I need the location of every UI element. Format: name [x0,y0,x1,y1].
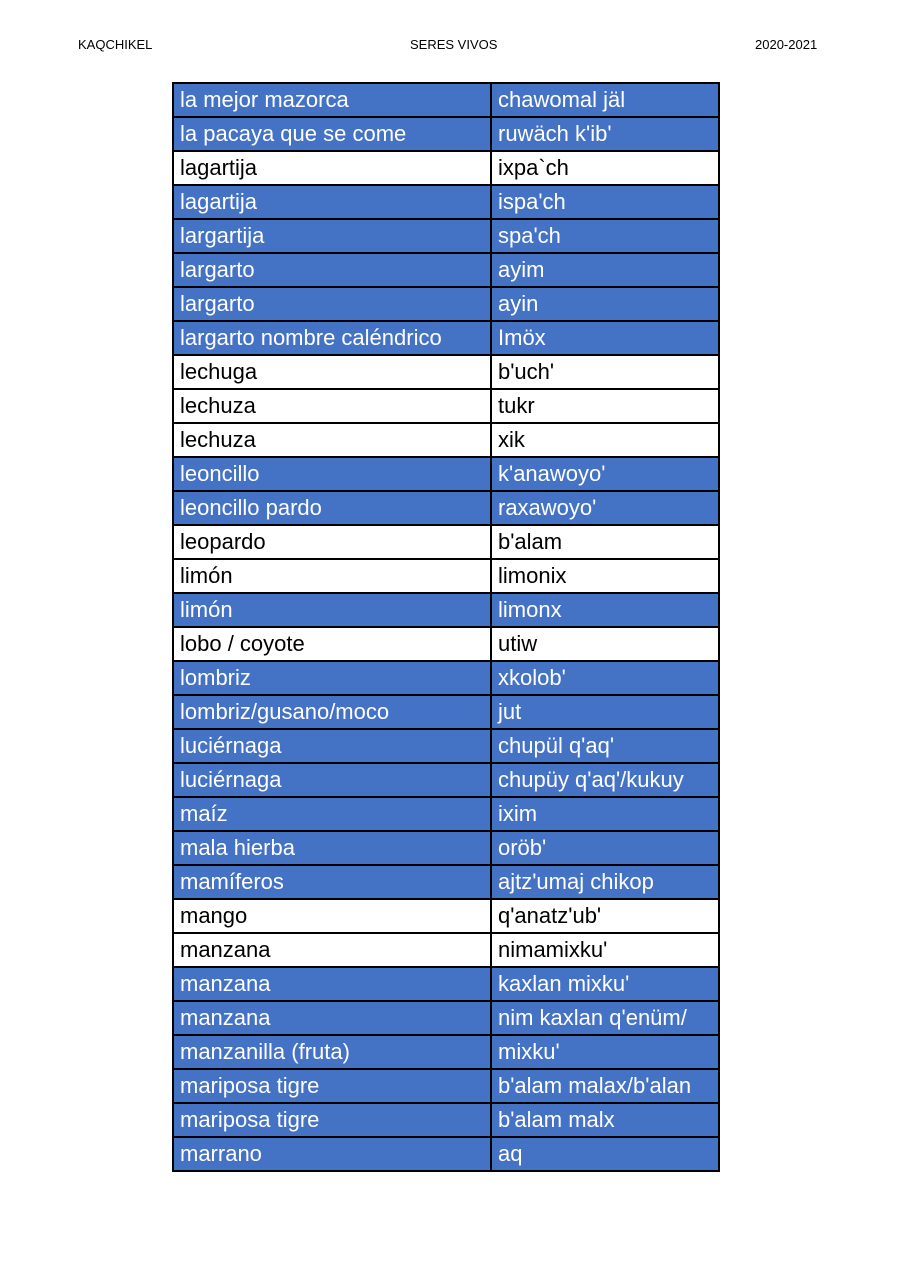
spanish-term-cell: limón [173,593,491,627]
spanish-term-cell: manzana [173,1001,491,1035]
kaqchikel-term-cell: ixpa`ch [491,151,719,185]
kaqchikel-term-cell: jut [491,695,719,729]
spanish-term-cell: largartija [173,219,491,253]
table-row [173,117,719,151]
table-row [173,661,719,695]
kaqchikel-term-cell: limonix [491,559,719,593]
kaqchikel-term-cell: spa'ch [491,219,719,253]
kaqchikel-term-cell: ayin [491,287,719,321]
table-row [173,253,719,287]
spanish-term-cell: lechuza [173,423,491,457]
spanish-term-cell: manzana [173,933,491,967]
header-year: 2020-2021 [755,37,818,52]
spanish-term-cell: leopardo [173,525,491,559]
spanish-term-cell: la pacaya que se come [173,117,491,151]
spanish-term-cell: luciérnaga [173,729,491,763]
spanish-term-cell: largarto [173,287,491,321]
table-row [173,389,719,423]
kaqchikel-term-cell: kaxlan mixku' [491,967,719,1001]
table-row [173,1035,719,1069]
table-row [173,491,719,525]
spanish-term-cell: lombriz [173,661,491,695]
kaqchikel-term-cell: oröb' [491,831,719,865]
spanish-term-cell: largarto nombre caléndrico [173,321,491,355]
spanish-term-cell: lechuza [173,389,491,423]
table-row [173,287,719,321]
table-row [173,967,719,1001]
spanish-term-cell: mariposa tigre [173,1069,491,1103]
kaqchikel-term-cell: ruwäch k'ib' [491,117,719,151]
spanish-term-cell: marrano [173,1137,491,1171]
table-row [173,899,719,933]
table-row [173,865,719,899]
table-row [173,83,719,117]
kaqchikel-term-cell: chupül q'aq' [491,729,719,763]
table-row [173,219,719,253]
spanish-term-cell: lagartija [173,151,491,185]
table-row [173,559,719,593]
header-left: KAQCHIKEL [78,37,153,52]
spanish-term-cell: largarto [173,253,491,287]
table-row [173,797,719,831]
spanish-term-cell: mamíferos [173,865,491,899]
kaqchikel-term-cell: raxawoyo' [491,491,719,525]
table-row [173,593,719,627]
kaqchikel-term-cell: b'alam malx [491,1103,719,1137]
kaqchikel-term-cell: xik [491,423,719,457]
spanish-term-cell: lobo / coyote [173,627,491,661]
spanish-term-cell: limón [173,559,491,593]
vocabulary-table [172,82,720,1172]
table-row [173,321,719,355]
header-title: SERES VIVOS [410,37,498,52]
kaqchikel-term-cell: q'anatz'ub' [491,899,719,933]
spanish-term-cell: mango [173,899,491,933]
table-row [173,525,719,559]
table-row [173,729,719,763]
kaqchikel-term-cell: b'alam [491,525,719,559]
spanish-term-cell: mala hierba [173,831,491,865]
kaqchikel-term-cell: ajtz'umaj chikop [491,865,719,899]
table-row [173,627,719,661]
spanish-term-cell: mariposa tigre [173,1103,491,1137]
kaqchikel-term-cell: chawomal jäl [491,83,719,117]
table-row [173,185,719,219]
kaqchikel-term-cell: ayim [491,253,719,287]
table-row [173,933,719,967]
table-row [173,1069,719,1103]
kaqchikel-term-cell: Imöx [491,321,719,355]
spanish-term-cell: luciérnaga [173,763,491,797]
kaqchikel-term-cell: ispa'ch [491,185,719,219]
spanish-term-cell: maíz [173,797,491,831]
table-row [173,457,719,491]
spanish-term-cell: lechuga [173,355,491,389]
kaqchikel-term-cell: xkolob' [491,661,719,695]
table-row [173,1137,719,1171]
table-row [173,1001,719,1035]
table-row [173,831,719,865]
table-row [173,355,719,389]
table-row [173,423,719,457]
kaqchikel-term-cell: mixku' [491,1035,719,1069]
kaqchikel-term-cell: k'anawoyo' [491,457,719,491]
table-row [173,695,719,729]
table-row [173,151,719,185]
kaqchikel-term-cell: b'uch' [491,355,719,389]
spanish-term-cell: manzanilla (fruta) [173,1035,491,1069]
spanish-term-cell: lagartija [173,185,491,219]
kaqchikel-term-cell: b'alam malax/b'alan [491,1069,719,1103]
table-row [173,763,719,797]
spanish-term-cell: lombriz/gusano/moco [173,695,491,729]
kaqchikel-term-cell: ixim [491,797,719,831]
kaqchikel-term-cell: utiw [491,627,719,661]
kaqchikel-term-cell: aq [491,1137,719,1171]
table-row [173,1103,719,1137]
spanish-term-cell: manzana [173,967,491,1001]
kaqchikel-term-cell: tukr [491,389,719,423]
kaqchikel-term-cell: nim kaxlan q'enüm/ [491,1001,719,1035]
kaqchikel-term-cell: nimamixku' [491,933,719,967]
kaqchikel-term-cell: chupüy q'aq'/kukuy [491,763,719,797]
spanish-term-cell: leoncillo pardo [173,491,491,525]
kaqchikel-term-cell: limonx [491,593,719,627]
spanish-term-cell: leoncillo [173,457,491,491]
spanish-term-cell: la mejor mazorca [173,83,491,117]
